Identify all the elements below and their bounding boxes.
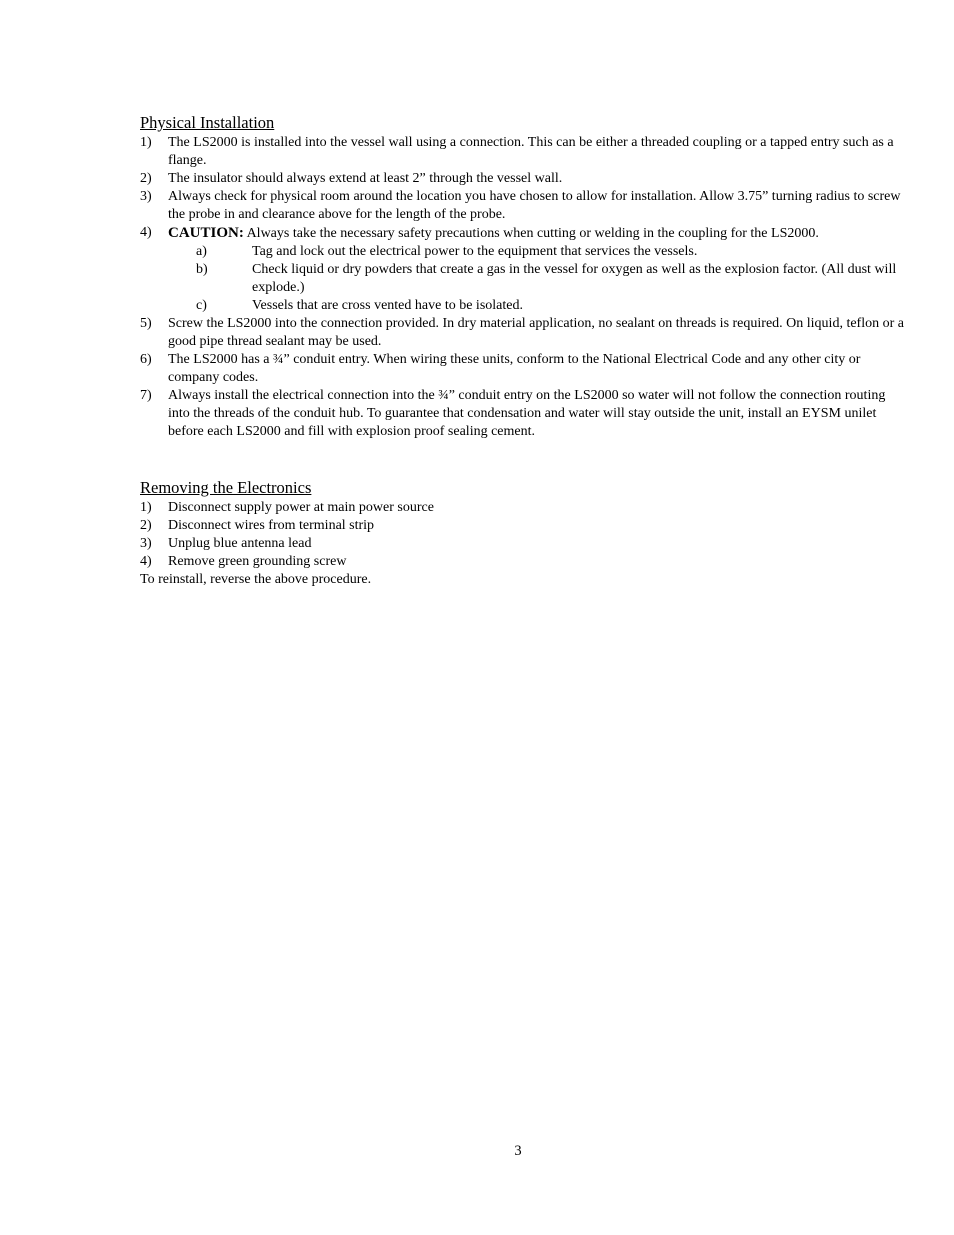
- caution-label: CAUTION:: [168, 225, 244, 241]
- sub-list-item: b) Check liquid or dry powders that create a gas in the vessel for oxygen as well as the explosion factor. (All dust will explode.): [196, 262, 897, 295]
- list-item: 2) The insulator should always extend at least 2” through the vessel wall.: [140, 171, 563, 186]
- section-physical-installation: [140, 113, 910, 441]
- caution-substeps-list: [140, 243, 910, 315]
- page-number: 3: [514, 1143, 522, 1159]
- document-page: [140, 113, 910, 589]
- section-heading: Removing the Electronics: [140, 478, 312, 497]
- list-item: 6) The LS2000 has a ¾” conduit entry. When wiring these units, conform to the National Electrical Code and any other city or company codes.: [140, 352, 861, 385]
- list-item: 3) Unplug blue antenna lead: [140, 536, 312, 551]
- list-item: 7) Always install the electrical connection into the ¾” conduit entry on the LS2000 so water will not follow the connection routing into the threads of the conduit hub. To guarantee that condensation and water will stay outside the unit, install an EYSM unilet before each LS2000 and fill with explosion proof sealing cement.: [140, 388, 886, 439]
- list-item: 5) Screw the LS2000 into the connection provided. In dry material application, no sealant on threads is required. On liquid, teflon or a good pipe thread sealant may be used.: [140, 316, 904, 349]
- installation-steps-list: [140, 134, 910, 441]
- list-item: 4) Remove green grounding screw: [140, 554, 347, 569]
- closing-note: To reinstall, reverse the above procedure.: [140, 572, 372, 587]
- removal-steps-list: [140, 499, 910, 571]
- list-item: 1) Disconnect supply power at main power source: [140, 500, 434, 515]
- list-item-caution: 4) CAUTION: Always take the necessary safety precautions when cutting or welding in the coupling for the LS2000. a) Tag and lock out the electrical power to the equipment that services the vessels. b) Check liquid or dry powders that create a gas in the vessel for oxygen as well as the explosion factor. (All dust will explode.) c) Vessels that are cross vented have to be isolated.: [140, 224, 910, 315]
- section-removing-electronics: [140, 478, 910, 589]
- section-heading: Physical Installation: [140, 113, 275, 132]
- list-item: 3) Always check for physical room around the location you have chosen to allow for installation. Allow 3.75” turning radius to screw the probe in and clearance above for the length of the probe.: [140, 189, 901, 222]
- sub-list-item: c) Vessels that are cross vented have to be isolated.: [196, 298, 523, 313]
- list-item: 1) The LS2000 is installed into the vessel wall using a connection. This can be either a threaded coupling or a tapped entry such as a flange.: [140, 135, 894, 168]
- list-item: 2) Disconnect wires from terminal strip: [140, 518, 375, 533]
- sub-list-item: a) Tag and lock out the electrical power to the equipment that services the vessels.: [196, 244, 698, 259]
